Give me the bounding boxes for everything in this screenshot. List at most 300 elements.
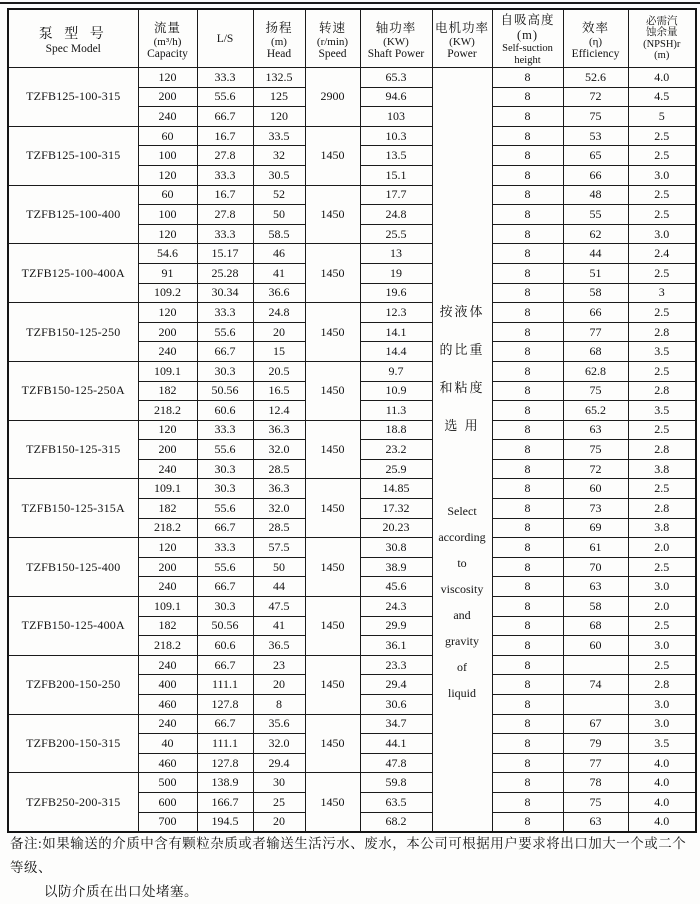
cell-ls: 127.8 — [197, 695, 253, 715]
cell-head: 35.6 — [253, 714, 305, 734]
cell-capacity: 182 — [138, 616, 197, 636]
cell-head: 36.3 — [253, 420, 305, 440]
motor-power-note — [433, 193, 492, 706]
cell-npsh: 3.0 — [628, 636, 696, 656]
cell-ls: 66.7 — [197, 655, 253, 675]
cell-ls: 166.7 — [197, 792, 253, 812]
cell-self-suction: 8 — [492, 695, 563, 715]
cell-self-suction: 8 — [492, 577, 563, 597]
cell-capacity: 460 — [138, 695, 197, 715]
cell-efficiency: 60 — [563, 636, 628, 656]
cell-npsh: 2.5 — [628, 420, 696, 440]
cell-ls: 50.56 — [197, 616, 253, 636]
power-note-zh-line: 按液体 — [439, 303, 485, 319]
cell-model: TZFB125-100-315 — [8, 68, 138, 127]
cell-shaft-power: 38.9 — [360, 557, 432, 577]
table-row — [8, 538, 696, 558]
cell-self-suction: 8 — [492, 126, 563, 146]
column-header-shaft — [360, 9, 432, 68]
power-note-en-line: according — [438, 529, 486, 544]
cell-npsh: 2.5 — [628, 655, 696, 675]
cell-self-suction: 8 — [492, 244, 563, 264]
cell-shaft-power: 25.9 — [360, 459, 432, 479]
cell-efficiency: 70 — [563, 557, 628, 577]
cell-efficiency: 75 — [563, 381, 628, 401]
cell-model: TZFB150-125-315A — [8, 479, 138, 538]
pump-spec-table — [7, 8, 697, 833]
cell-shaft-power: 14.1 — [360, 322, 432, 342]
cell-ls: 60.6 — [197, 636, 253, 656]
cell-speed: 1450 — [305, 597, 360, 656]
cell-efficiency: 55 — [563, 205, 628, 225]
power-note-en-line: liquid — [447, 685, 476, 700]
cell-capacity: 109.1 — [138, 361, 197, 381]
cell-npsh: 2.8 — [628, 440, 696, 460]
cell-npsh: 2.5 — [628, 126, 696, 146]
cell-efficiency: 77 — [563, 753, 628, 773]
cell-ls: 30.3 — [197, 459, 253, 479]
cell-efficiency: 62 — [563, 224, 628, 244]
cell-capacity: 109.1 — [138, 597, 197, 617]
cell-ls: 66.7 — [197, 714, 253, 734]
cell-capacity: 218.2 — [138, 518, 197, 538]
cell-capacity: 120 — [138, 303, 197, 323]
cell-head: 8 — [253, 695, 305, 715]
cell-ls: 30.34 — [197, 283, 253, 303]
cell-model: TZFB150-125-400A — [8, 597, 138, 656]
cell-efficiency: 58 — [563, 283, 628, 303]
cell-shaft-power: 13 — [360, 244, 432, 264]
cell-efficiency — [563, 655, 628, 675]
cell-self-suction: 8 — [492, 68, 563, 88]
power-note-zh-line: 和粘度 — [439, 379, 485, 395]
cell-speed: 1450 — [305, 361, 360, 420]
column-header-power — [432, 9, 492, 68]
cell-speed: 1450 — [305, 303, 360, 362]
cell-npsh: 3.8 — [628, 518, 696, 538]
cell-efficiency: 68 — [563, 616, 628, 636]
cell-head: 57.5 — [253, 538, 305, 558]
table-row — [8, 126, 696, 146]
header-line: (m) — [271, 35, 287, 48]
cell-npsh: 2.5 — [628, 616, 696, 636]
cell-head: 32 — [253, 146, 305, 166]
cell-npsh: 2.5 — [628, 185, 696, 205]
cell-npsh: 3.5 — [628, 401, 696, 421]
cell-self-suction: 8 — [492, 107, 563, 127]
header-line: 蚀余量 — [646, 27, 678, 38]
cell-speed: 1450 — [305, 185, 360, 244]
cell-capacity: 120 — [138, 420, 197, 440]
column-header-efficiency — [563, 9, 628, 68]
cell-self-suction: 8 — [492, 224, 563, 244]
cell-capacity: 240 — [138, 459, 197, 479]
cell-npsh: 3.0 — [628, 714, 696, 734]
cell-shaft-power: 65.3 — [360, 68, 432, 88]
power-note-en-line: to — [457, 555, 467, 570]
cell-efficiency: 63 — [563, 812, 628, 832]
column-header-npsh — [628, 9, 696, 68]
cell-self-suction: 8 — [492, 185, 563, 205]
cell-self-suction: 8 — [492, 303, 563, 323]
cell-head: 36.5 — [253, 636, 305, 656]
cell-head: 36.6 — [253, 283, 305, 303]
cell-npsh: 3.0 — [628, 695, 696, 715]
cell-shaft-power: 15.1 — [360, 165, 432, 185]
cell-head: 41 — [253, 616, 305, 636]
table-header — [8, 9, 696, 68]
header-line: 扬程 — [265, 20, 293, 35]
cell-self-suction: 8 — [492, 597, 563, 617]
cell-head: 15 — [253, 342, 305, 362]
cell-shaft-power: 30.8 — [360, 538, 432, 558]
cell-head: 47.5 — [253, 597, 305, 617]
cell-ls: 55.6 — [197, 499, 253, 519]
footer-note-line1: 备注:如果输送的介质中含有颗粒杂质或者输送生活污水、废水，本公司可根据用户要求将出口加大一个或二个等级、 — [10, 836, 687, 875]
cell-npsh: 4.0 — [628, 68, 696, 88]
cell-shaft-power: 47.8 — [360, 753, 432, 773]
header-line: Capacity — [147, 47, 188, 60]
cell-capacity: 54.6 — [138, 244, 197, 264]
cell-ls: 16.7 — [197, 126, 253, 146]
cell-shaft-power: 9.7 — [360, 361, 432, 381]
cell-self-suction: 8 — [492, 381, 563, 401]
power-note-en-line: of — [457, 659, 467, 674]
cell-ls: 30.3 — [197, 361, 253, 381]
cell-capacity: 700 — [138, 812, 197, 832]
footer-note-line2: 以防介质在出口处堵塞。 — [44, 884, 198, 899]
cell-ls: 60.6 — [197, 401, 253, 421]
cell-ls: 33.3 — [197, 224, 253, 244]
cell-self-suction: 8 — [492, 322, 563, 342]
cell-ls: 25.28 — [197, 263, 253, 283]
cell-capacity: 200 — [138, 322, 197, 342]
cell-efficiency: 67 — [563, 714, 628, 734]
cell-capacity: 109.2 — [138, 283, 197, 303]
header-line: 泵 型 号 — [38, 26, 108, 42]
cell-head: 58.5 — [253, 224, 305, 244]
cell-efficiency: 51 — [563, 263, 628, 283]
cell-ls: 33.3 — [197, 538, 253, 558]
cell-npsh: 2.0 — [628, 597, 696, 617]
cell-shaft-power: 63.5 — [360, 792, 432, 812]
power-note-en-lines — [433, 498, 492, 706]
cell-npsh: 2.8 — [628, 381, 696, 401]
cell-speed: 2900 — [305, 68, 360, 127]
cell-ls: 16.7 — [197, 185, 253, 205]
cell-capacity: 218.2 — [138, 401, 197, 421]
cell-capacity: 200 — [138, 87, 197, 107]
cell-capacity: 240 — [138, 342, 197, 362]
cell-shaft-power: 25.5 — [360, 224, 432, 244]
header-line: Efficiency — [571, 47, 620, 60]
table-row — [8, 597, 696, 617]
cell-shaft-power: 59.8 — [360, 773, 432, 793]
cell-self-suction: 8 — [492, 734, 563, 754]
cell-shaft-power: 44.1 — [360, 734, 432, 754]
cell-capacity: 240 — [138, 107, 197, 127]
cell-speed: 1450 — [305, 420, 360, 479]
cell-shaft-power: 11.3 — [360, 401, 432, 421]
cell-self-suction: 8 — [492, 714, 563, 734]
cell-head: 33.5 — [253, 126, 305, 146]
cell-shaft-power: 24.8 — [360, 205, 432, 225]
cell-ls: 15.17 — [197, 244, 253, 264]
cell-npsh: 4.0 — [628, 753, 696, 773]
cell-npsh: 4.5 — [628, 87, 696, 107]
cell-ls: 66.7 — [197, 518, 253, 538]
header-line: height — [514, 55, 541, 66]
cell-efficiency: 65 — [563, 146, 628, 166]
cell-capacity: 120 — [138, 165, 197, 185]
cell-ls: 30.3 — [197, 597, 253, 617]
cell-head: 12.4 — [253, 401, 305, 421]
header-line: 转速 — [318, 20, 346, 35]
cell-self-suction: 8 — [492, 675, 563, 695]
cell-head: 46 — [253, 244, 305, 264]
cell-capacity: 500 — [138, 773, 197, 793]
header-line: Self-suction — [502, 43, 553, 54]
cell-head: 29.4 — [253, 753, 305, 773]
cell-npsh: 4.0 — [628, 792, 696, 812]
table-row — [8, 420, 696, 440]
table-row — [8, 655, 696, 675]
cell-ls: 33.3 — [197, 165, 253, 185]
header-line: (NPSH)r — [643, 38, 681, 50]
cell-npsh: 2.5 — [628, 361, 696, 381]
cell-self-suction: 8 — [492, 420, 563, 440]
cell-npsh: 4.0 — [628, 812, 696, 832]
cell-shaft-power: 14.85 — [360, 479, 432, 499]
cell-shaft-power: 36.1 — [360, 636, 432, 656]
cell-head: 132.5 — [253, 68, 305, 88]
cell-efficiency: 66 — [563, 165, 628, 185]
cell-model: TZFB250-200-315 — [8, 773, 138, 832]
header-line: Power — [447, 47, 477, 60]
cell-head: 50 — [253, 205, 305, 225]
cell-self-suction: 8 — [492, 479, 563, 499]
cell-npsh: 3 — [628, 283, 696, 303]
power-note-en-line: viscosity — [440, 581, 484, 596]
cell-ls: 33.3 — [197, 68, 253, 88]
cell-shaft-power: 18.8 — [360, 420, 432, 440]
cell-self-suction: 8 — [492, 518, 563, 538]
cell-capacity: 60 — [138, 185, 197, 205]
cell-efficiency: 77 — [563, 322, 628, 342]
cell-self-suction: 8 — [492, 538, 563, 558]
header-line: Speed — [318, 47, 347, 60]
header-line: Spec Model — [45, 42, 101, 55]
cell-capacity: 240 — [138, 577, 197, 597]
cell-ls: 27.8 — [197, 146, 253, 166]
cell-self-suction: 8 — [492, 616, 563, 636]
cell-efficiency: 65.2 — [563, 401, 628, 421]
cell-npsh: 2.5 — [628, 263, 696, 283]
cell-model: TZFB150-125-315 — [8, 420, 138, 479]
table-row — [8, 185, 696, 205]
cell-capacity: 600 — [138, 792, 197, 812]
cell-shaft-power: 14.4 — [360, 342, 432, 362]
footer-note — [10, 832, 698, 904]
cell-capacity: 200 — [138, 557, 197, 577]
cell-capacity: 100 — [138, 205, 197, 225]
header-line: Head — [266, 47, 292, 60]
cell-ls: 33.3 — [197, 303, 253, 323]
column-header-capacity — [138, 9, 197, 68]
cell-self-suction: 8 — [492, 87, 563, 107]
header-line: 效率 — [581, 20, 609, 35]
table-row — [8, 773, 696, 793]
cell-speed: 1450 — [305, 126, 360, 185]
header-line: (KW) — [449, 35, 475, 48]
cell-efficiency: 48 — [563, 185, 628, 205]
cell-efficiency: 68 — [563, 342, 628, 362]
cell-npsh: 4.0 — [628, 773, 696, 793]
cell-capacity: 120 — [138, 68, 197, 88]
power-note-en-line: Select — [447, 503, 477, 518]
cell-head: 28.5 — [253, 459, 305, 479]
cell-self-suction: 8 — [492, 499, 563, 519]
cell-shaft-power: 94.6 — [360, 87, 432, 107]
column-header-model — [8, 9, 138, 68]
cell-efficiency: 61 — [563, 538, 628, 558]
cell-npsh: 2.5 — [628, 303, 696, 323]
table-row — [8, 303, 696, 323]
cell-efficiency: 66 — [563, 303, 628, 323]
cell-efficiency — [563, 695, 628, 715]
cell-self-suction: 8 — [492, 263, 563, 283]
cell-efficiency: 62.8 — [563, 361, 628, 381]
cell-ls: 127.8 — [197, 753, 253, 773]
cell-model: TZFB125-100-315 — [8, 126, 138, 185]
header-line: Shaft Power — [367, 47, 425, 60]
cell-head: 20.5 — [253, 361, 305, 381]
cell-self-suction: 8 — [492, 440, 563, 460]
cell-ls: 111.1 — [197, 734, 253, 754]
cell-head: 52 — [253, 185, 305, 205]
column-header-ls — [197, 9, 253, 68]
cell-shaft-power: 103 — [360, 107, 432, 127]
cell-npsh: 3.8 — [628, 459, 696, 479]
cell-self-suction: 8 — [492, 812, 563, 832]
cell-model: TZFB150-125-250A — [8, 361, 138, 420]
cell-shaft-power: 10.3 — [360, 126, 432, 146]
header-line: 轴功率 — [375, 20, 417, 35]
cell-efficiency: 60 — [563, 479, 628, 499]
cell-efficiency: 58 — [563, 597, 628, 617]
cell-npsh: 2.5 — [628, 146, 696, 166]
cell-capacity: 120 — [138, 538, 197, 558]
cell-capacity: 460 — [138, 753, 197, 773]
cell-head: 125 — [253, 87, 305, 107]
cell-ls: 138.9 — [197, 773, 253, 793]
cell-ls: 50.56 — [197, 381, 253, 401]
cell-self-suction: 8 — [492, 773, 563, 793]
header-line: (r/min) — [316, 35, 349, 48]
cell-capacity: 240 — [138, 714, 197, 734]
cell-speed: 1450 — [305, 655, 360, 714]
cell-npsh: 3.5 — [628, 342, 696, 362]
cell-speed: 1450 — [305, 714, 360, 773]
cell-ls: 55.6 — [197, 322, 253, 342]
cell-shaft-power: 19 — [360, 263, 432, 283]
cell-npsh: 2.5 — [628, 205, 696, 225]
cell-head: 25 — [253, 792, 305, 812]
cell-ls: 30.3 — [197, 479, 253, 499]
cell-shaft-power: 29.9 — [360, 616, 432, 636]
header-line: 电机功率 — [434, 20, 489, 35]
cell-head: 44 — [253, 577, 305, 597]
cell-self-suction: 8 — [492, 205, 563, 225]
cell-npsh: 2.0 — [628, 538, 696, 558]
cell-capacity: 60 — [138, 126, 197, 146]
cell-shaft-power: 20.23 — [360, 518, 432, 538]
cell-speed: 1450 — [305, 538, 360, 597]
power-note-en-line: gravity — [445, 633, 479, 648]
cell-shaft-power: 10.9 — [360, 381, 432, 401]
header-line: (m) — [654, 50, 670, 61]
cell-shaft-power: 17.7 — [360, 185, 432, 205]
cell-shaft-power: 19.6 — [360, 283, 432, 303]
cell-ls: 55.6 — [197, 87, 253, 107]
cell-npsh: 5 — [628, 107, 696, 127]
cell-shaft-power: 12.3 — [360, 303, 432, 323]
cell-self-suction: 8 — [492, 557, 563, 577]
cell-head: 24.8 — [253, 303, 305, 323]
cell-model: TZFB125-100-400 — [8, 185, 138, 244]
cell-self-suction: 8 — [492, 459, 563, 479]
cell-npsh: 2.5 — [628, 557, 696, 577]
cell-ls: 55.6 — [197, 440, 253, 460]
cell-model: TZFB200-150-250 — [8, 655, 138, 714]
cell-efficiency: 79 — [563, 734, 628, 754]
cell-self-suction: 8 — [492, 361, 563, 381]
cell-head: 20 — [253, 322, 305, 342]
cell-npsh: 2.8 — [628, 499, 696, 519]
cell-ls: 66.7 — [197, 107, 253, 127]
cell-shaft-power: 68.2 — [360, 812, 432, 832]
header-line: (KW) — [383, 35, 409, 48]
cell-speed: 1450 — [305, 773, 360, 832]
cell-head: 32.0 — [253, 440, 305, 460]
cell-efficiency: 44 — [563, 244, 628, 264]
cell-capacity: 182 — [138, 381, 197, 401]
cell-npsh: 3.0 — [628, 224, 696, 244]
table-row — [8, 244, 696, 264]
cell-speed: 1450 — [305, 244, 360, 303]
cell-capacity: 91 — [138, 263, 197, 283]
cell-head: 30.5 — [253, 165, 305, 185]
cell-shaft-power: 17.32 — [360, 499, 432, 519]
top-rule — [0, 2, 700, 4]
cell-speed: 1450 — [305, 479, 360, 538]
cell-shaft-power: 34.7 — [360, 714, 432, 734]
cell-efficiency: 72 — [563, 87, 628, 107]
cell-capacity: 120 — [138, 224, 197, 244]
cell-capacity: 40 — [138, 734, 197, 754]
cell-self-suction: 8 — [492, 401, 563, 421]
cell-capacity: 200 — [138, 440, 197, 460]
cell-capacity: 182 — [138, 499, 197, 519]
cell-capacity: 240 — [138, 655, 197, 675]
cell-self-suction: 8 — [492, 792, 563, 812]
header-line: (η) — [588, 35, 603, 48]
cell-efficiency: 53 — [563, 126, 628, 146]
cell-self-suction: 8 — [492, 636, 563, 656]
cell-ls: 111.1 — [197, 675, 253, 695]
header-line: 自吸高度(m) — [500, 13, 555, 42]
column-header-suction — [492, 9, 563, 68]
